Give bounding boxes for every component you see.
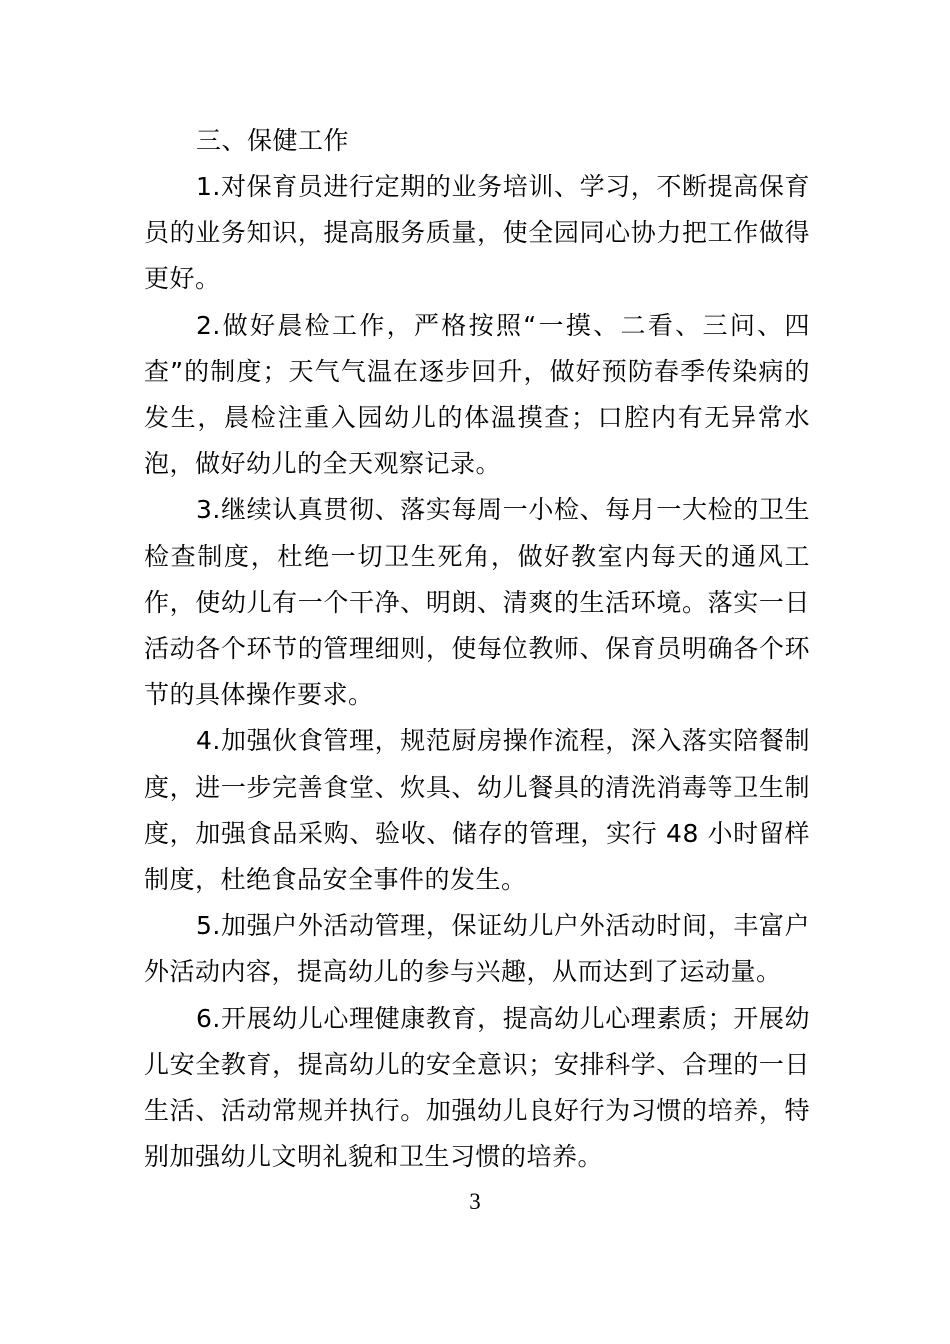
- paragraph-3: 3.继续认真贯彻、落实每周一小检、每月一大检的卫生检查制度，杜绝一切卫生死角，做好教室内每天的通风工作，使幼儿有一个干净、明朗、清爽的生活环境。落实一日活动各个环节的管理细则，使每位教师、保育员明确各个环节的具体操作要求。: [144, 495, 810, 710]
- paragraph-6: 6.开展幼儿心理健康教育，提高幼儿心理素质；开展幼儿安全教育，提高幼儿的安全意识；安排科学、合理的一日生活、活动常规并执行。加强幼儿良好行为习惯的培养，特别加强幼儿文明礼貌和卫生习惯的培养。: [144, 1003, 810, 1172]
- paragraph-1: 1.对保育员进行定期的业务培训、学习，不断提高保育员的业务知识，提高服务质量，使全园同心协力把工作做得更好。: [144, 172, 810, 294]
- paragraph-2: 2.做好晨检工作，严格按照“一摸、二看、三问、四查”的制度；天气气温在逐步回升，做好预防春季传染病的发生，晨检注重入园幼儿的体温摸查；口腔内有无异常水泡，做好幼儿的全天观察记录。: [144, 310, 810, 479]
- page-body: [144, 118, 810, 1180]
- section-heading: 三、保健工作: [196, 126, 350, 155]
- paragraph-5: 5.加强户外活动管理，保证幼儿户外活动时间，丰富户外活动内容，提高幼儿的参与兴趣，从而达到了运动量。: [144, 911, 810, 987]
- paragraph-4: 4.加强伙食管理，规范厨房操作流程，深入落实陪餐制度，进一步完善食堂、炊具、幼儿餐具的清洗消毒等卫生制度，加强食品采购、验收、储存的管理，实行 48 小时留样制度，杜绝食品安全事件的发生。: [144, 726, 810, 895]
- page-number: 3: [469, 1189, 481, 1214]
